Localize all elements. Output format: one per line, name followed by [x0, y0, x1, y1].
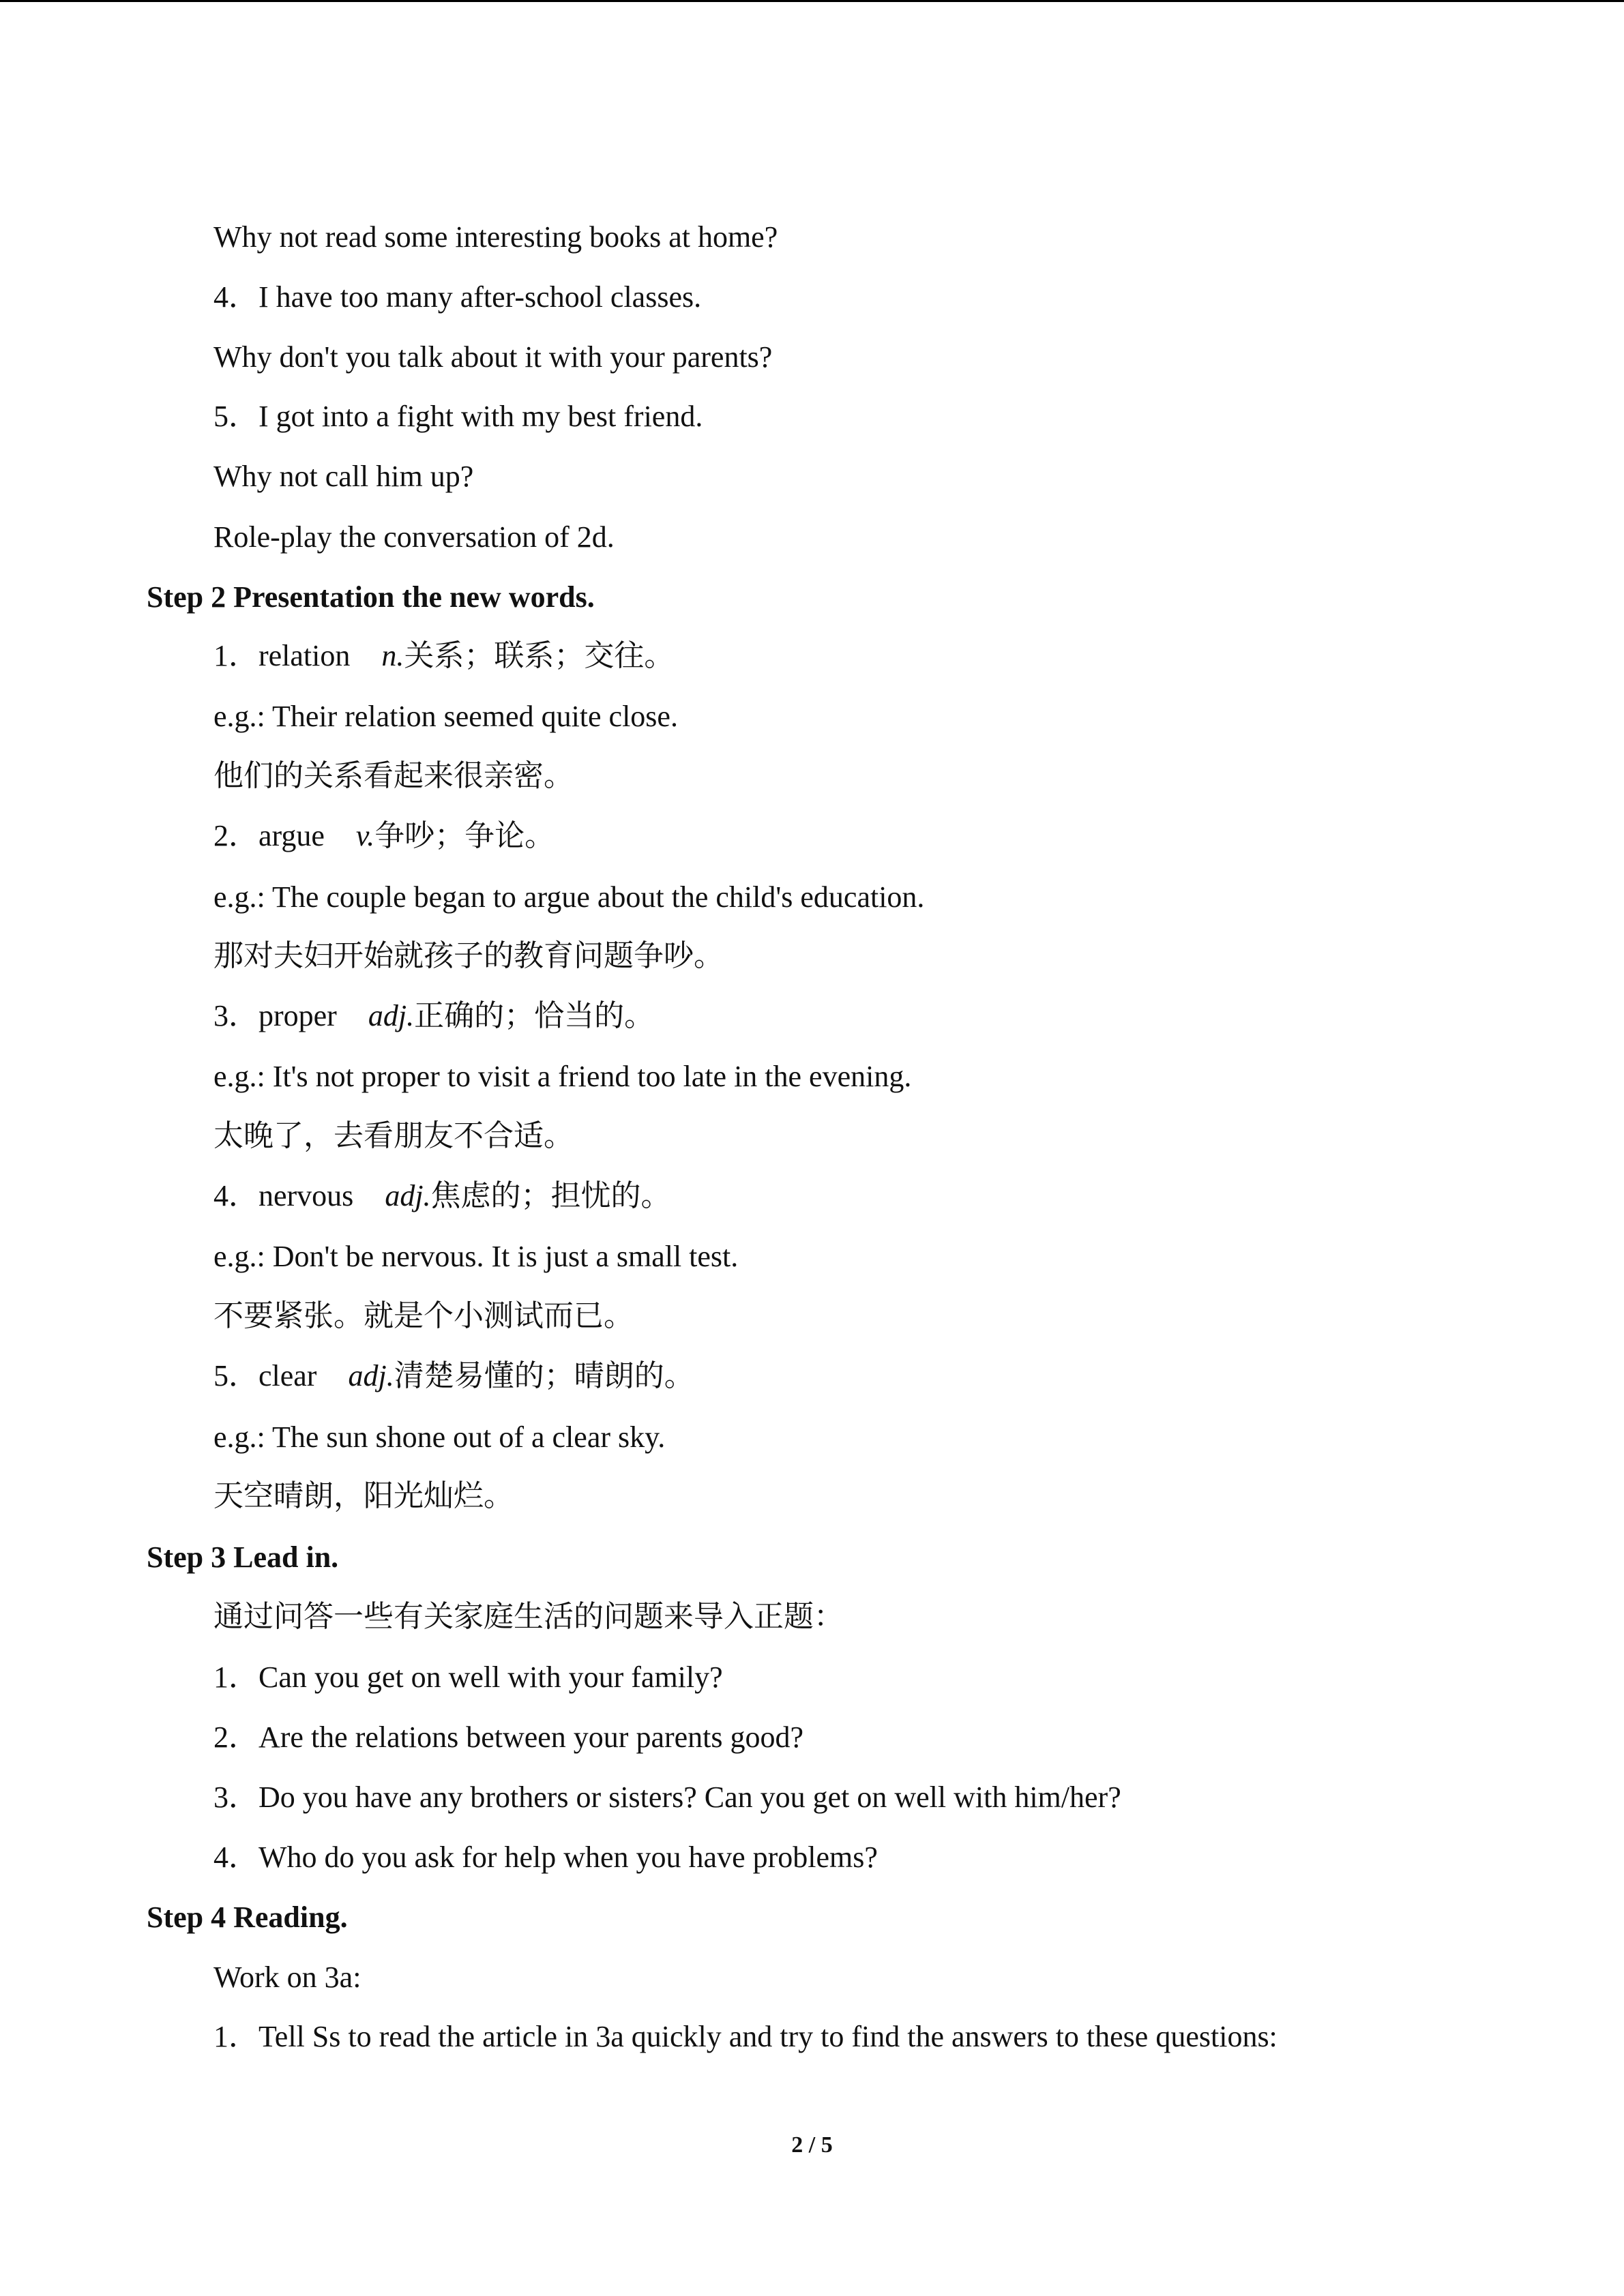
part-of-speech: adj.: [385, 1179, 431, 1212]
example-sentence: e.g.: Their relation seemed quite close.: [213, 700, 678, 733]
step4-item: 1．Tell Ss to read the article in 3a quickly and try to find the answers to these questions:: [213, 2020, 1278, 2053]
vocab-word: 2．argue: [213, 819, 325, 852]
part-of-speech: adj.: [368, 999, 415, 1032]
section-heading-step4: Step 4 Reading.: [147, 1900, 348, 1934]
question-item: 2．Are the relations between your parents good?: [213, 1720, 804, 1754]
vocab-meaning: 正确的；恰当的。: [414, 999, 655, 1032]
vocab-entry: [213, 1178, 671, 1214]
vocab-entry: [213, 998, 654, 1034]
text-line: Why don't you talk about it with your parents?: [213, 340, 773, 374]
list-item: 4．I have too many after-school classes.: [213, 280, 702, 314]
vocab-meaning: 争吵；争论。: [374, 819, 555, 852]
vocab-word: 5．clear: [213, 1359, 317, 1392]
step4-sub: Work on 3a:: [213, 1960, 361, 1994]
vocab-meaning: 清楚易懂的；晴朗的。: [394, 1359, 694, 1392]
example-sentence: e.g.: The couple began to argue about the child's education.: [213, 880, 925, 914]
example-translation: 太晚了，去看朋友不合适。: [213, 1119, 574, 1152]
vocab-word: 3．proper: [213, 999, 337, 1032]
vocab-meaning: 关系；联系；交往。: [404, 639, 675, 672]
example-sentence: e.g.: Don't be nervous. It is just a small test.: [213, 1240, 739, 1273]
question-item: 1．Can you get on well with your family?: [213, 1660, 723, 1694]
section-heading-step2: Step 2 Presentation the new words.: [147, 580, 595, 614]
example-translation: 天空晴朗，阳光灿烂。: [213, 1479, 514, 1512]
question-item: 4．Who do you ask for help when you have problems?: [213, 1840, 878, 1874]
text-line: Why not call him up?: [213, 460, 474, 493]
section-heading-step3: Step 3 Lead in.: [147, 1540, 339, 1574]
example-translation: 他们的关系看起来很亲密。: [213, 759, 574, 792]
page-top-border: [0, 0, 1624, 2]
vocab-entry: [213, 818, 555, 854]
part-of-speech: adj.: [348, 1359, 394, 1392]
page-number: 2 / 5: [791, 2132, 833, 2158]
vocab-entry: [213, 1358, 694, 1394]
vocab-word: 1．relation: [213, 639, 351, 672]
text-line: Role-play the conversation of 2d.: [213, 520, 615, 554]
example-sentence: e.g.: The sun shone out of a clear sky.: [213, 1420, 666, 1454]
vocab-entry: [213, 638, 674, 674]
vocab-meaning: 焦虑的；担忧的。: [430, 1179, 671, 1212]
list-item: 5．I got into a fight with my best friend.: [213, 400, 703, 433]
vocab-word: 4．nervous: [213, 1179, 354, 1212]
part-of-speech: n.: [381, 639, 404, 672]
example-translation: 那对夫妇开始就孩子的教育问题争吵。: [213, 939, 724, 972]
step3-intro: 通过问答一些有关家庭生活的问题来导入正题：: [213, 1600, 844, 1633]
example-translation: 不要紧张。就是个小测试而已。: [213, 1299, 634, 1332]
example-sentence: e.g.: It's not proper to visit a friend too late in the evening.: [213, 1060, 912, 1093]
part-of-speech: v.: [355, 819, 375, 852]
question-item: 3．Do you have any brothers or sisters? Can you get on well with him/her?: [213, 1780, 1121, 1814]
text-line: Why not read some interesting books at home?: [213, 220, 778, 254]
